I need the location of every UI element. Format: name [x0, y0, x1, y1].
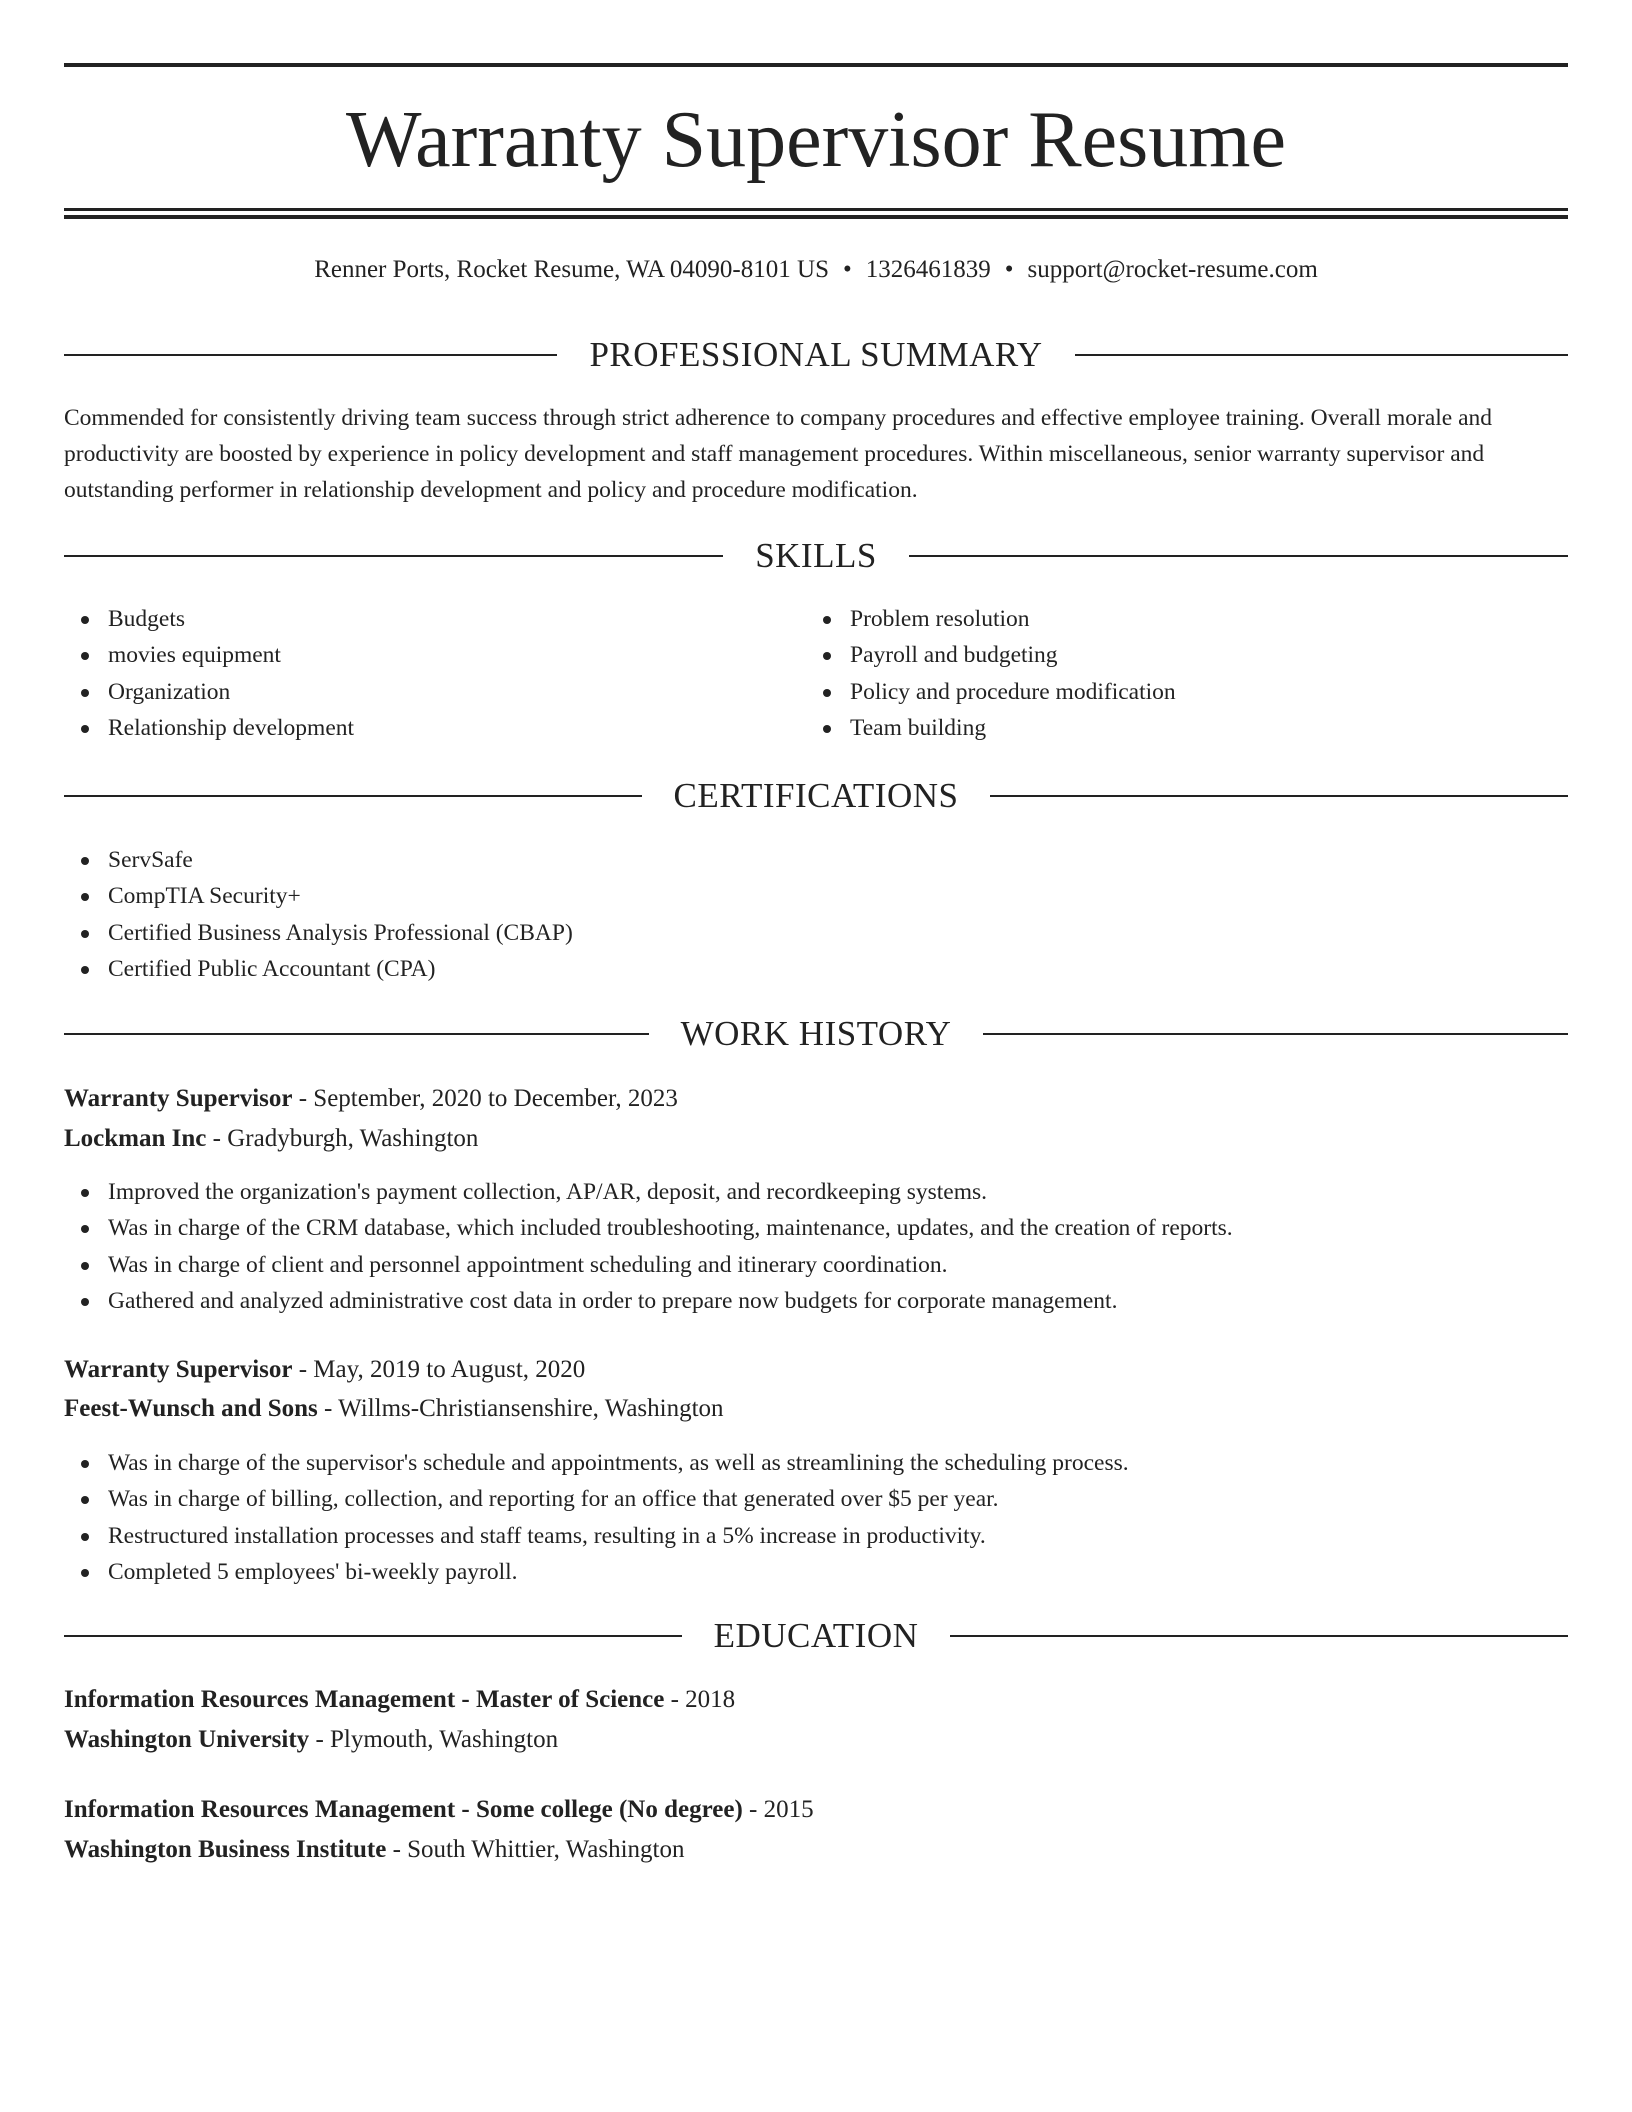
- skill-item: Relationship development: [64, 710, 354, 746]
- job-bullet: Restructured installation processes and staff teams, resulting in a 5% increase in productivity.: [64, 1518, 1129, 1554]
- job-bullet: Completed 5 employees' bi-weekly payroll.: [64, 1554, 1129, 1590]
- section-title: EDUCATION: [713, 1616, 919, 1655]
- education-degree-line: [64, 1682, 1568, 1718]
- title-double-rule: [64, 208, 1568, 219]
- certification-item: CompTIA Security+: [64, 878, 573, 914]
- skill-item: Policy and procedure modification: [806, 674, 1176, 710]
- skill-item: movies equipment: [64, 637, 354, 673]
- job-company-line: [64, 1121, 1568, 1157]
- heading-rule: [1075, 354, 1568, 356]
- section-heading-work-history: [64, 1012, 1568, 1056]
- education-degree-line: [64, 1792, 1568, 1828]
- contact-separator: •: [1004, 256, 1014, 283]
- heading-rule: [909, 555, 1568, 557]
- job-title-line: [64, 1352, 1568, 1388]
- certification-item: ServSafe: [64, 842, 573, 878]
- contact-line: [64, 253, 1568, 287]
- job-bullet: Was in charge of the CRM database, which included troubleshooting, maintenance, updates, and the creation of reports.: [64, 1210, 1233, 1246]
- contact-email: support@rocket-resume.com: [1027, 256, 1318, 283]
- education-location: - Plymouth, Washington: [309, 1726, 559, 1753]
- summary-text: Commended for consistently driving team success through strict adherence to company procedures and effective employee training. Overall morale and productivity are boosted by experience in policy development and staff management procedures. Within miscellaneous, senior warranty supervisor and outstanding performer in relationship development and policy and procedure modification.: [64, 405, 1493, 503]
- job-bullet: Was in charge of client and personnel appointment scheduling and itinerary coordination.: [64, 1247, 1233, 1283]
- section-heading-summary: [64, 333, 1568, 377]
- heading-rule: [64, 354, 557, 356]
- education-location: - South Whittier, Washington: [386, 1836, 685, 1863]
- section-heading-certifications: [64, 774, 1568, 818]
- job-bullet: Was in charge of the supervisor's schedule and appointments, as well as streamlining the scheduling process.: [64, 1445, 1129, 1481]
- job-company: Lockman Inc: [64, 1125, 207, 1152]
- resume-title: Warranty Supervisor Resume: [346, 96, 1286, 184]
- heading-rule: [983, 1033, 1568, 1035]
- job-title: Warranty Supervisor: [64, 1356, 293, 1383]
- job-title: Warranty Supervisor: [64, 1085, 293, 1112]
- heading-rule: [64, 1033, 649, 1035]
- job-title-line: [64, 1081, 1568, 1117]
- education-school-line: [64, 1832, 1568, 1868]
- job-dates: - September, 2020 to December, 2023: [292, 1085, 678, 1112]
- education-year: - 2015: [742, 1796, 814, 1823]
- heading-rule: [990, 795, 1568, 797]
- job-bullets: [64, 1174, 1233, 1319]
- job-company: Feest-Wunsch and Sons: [64, 1395, 318, 1422]
- section-title: SKILLS: [755, 536, 877, 575]
- job-bullet: Improved the organization's payment collection, AP/AR, deposit, and recordkeeping systems.: [64, 1174, 1233, 1210]
- skill-item: Organization: [64, 674, 354, 710]
- job-bullets: [64, 1445, 1129, 1590]
- job-location: - Willms-Christiansenshire, Washington: [317, 1395, 724, 1422]
- section-title: WORK HISTORY: [680, 1014, 952, 1053]
- job-bullet: Was in charge of billing, collection, and reporting for an office that generated over $5 per year.: [64, 1481, 1129, 1517]
- education-year: - 2018: [664, 1686, 736, 1713]
- education-degree: Information Resources Management - Master of Science: [64, 1686, 665, 1713]
- contact-separator: •: [842, 256, 852, 283]
- section-heading-skills: [64, 534, 1568, 578]
- top-rule: [64, 63, 1568, 67]
- education-school: Washington University: [64, 1726, 310, 1753]
- contact-phone: 1326461839: [865, 256, 991, 283]
- skills-list-left: [64, 601, 354, 746]
- heading-rule: [950, 1635, 1568, 1637]
- heading-rule: [64, 555, 723, 557]
- job-bullet: Gathered and analyzed administrative cost data in order to prepare now budgets for corporate management.: [64, 1283, 1233, 1319]
- certification-item: Certified Business Analysis Professional (CBAP): [64, 915, 573, 951]
- education-school: Washington Business Institute: [64, 1836, 387, 1863]
- job-dates: - May, 2019 to August, 2020: [292, 1356, 586, 1383]
- certification-item: Certified Public Accountant (CPA): [64, 951, 573, 987]
- education-school-line: [64, 1722, 1568, 1758]
- skill-item: Team building: [806, 710, 1176, 746]
- skills-list-right: [806, 601, 1176, 746]
- section-title: PROFESSIONAL SUMMARY: [589, 335, 1043, 374]
- heading-rule: [64, 1635, 682, 1637]
- section-heading-education: [64, 1614, 1568, 1658]
- job-company-line: [64, 1391, 1568, 1427]
- skill-item: Problem resolution: [806, 601, 1176, 637]
- skill-item: Payroll and budgeting: [806, 637, 1176, 673]
- education-degree: Information Resources Management - Some college (No degree): [64, 1796, 743, 1823]
- skill-item: Budgets: [64, 601, 354, 637]
- heading-rule: [64, 795, 642, 797]
- job-location: - Gradyburgh, Washington: [206, 1125, 479, 1152]
- contact-address: Renner Ports, Rocket Resume, WA 04090-8101 US: [314, 256, 829, 283]
- section-title: CERTIFICATIONS: [673, 776, 959, 815]
- certifications-list: [64, 842, 573, 987]
